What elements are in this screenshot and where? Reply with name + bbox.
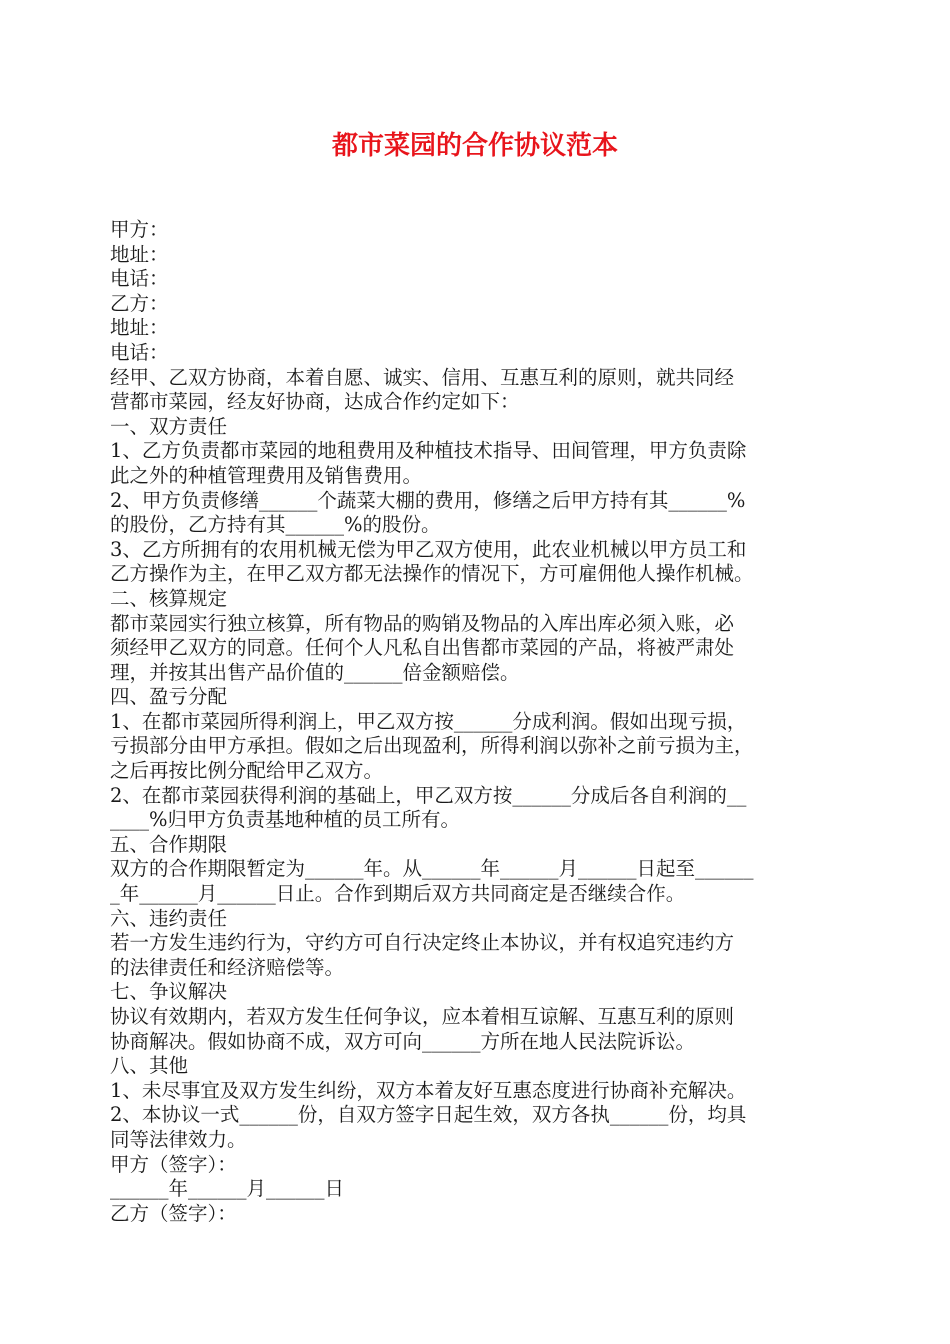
text-line: 亏损部分由甲方承担。假如之后出现盈利，所得利润以弥补之前亏损为主， xyxy=(110,734,754,758)
text-line: 八、其他 xyxy=(110,1054,189,1078)
text-line: ____%归甲方负责基地种植的员工所有。 xyxy=(110,808,461,832)
text-line: 六、违约责任 xyxy=(110,906,228,930)
text-line: 乙方操作为主，在甲乙双方都无法操作的情况下，方可雇佣他人操作机械。 xyxy=(110,562,754,586)
text-line: 的股份，乙方持有其______%的股份。 xyxy=(110,513,441,537)
text-line: 乙方（签字）： xyxy=(110,1201,237,1225)
text-line: 二、核算规定 xyxy=(110,586,228,610)
text-line: 都市菜园实行独立核算，所有物品的购销及物品的入库出库必须入账，必 xyxy=(110,611,735,635)
document-body xyxy=(110,218,860,1226)
text-line: 之后再按比例分配给甲乙双方。 xyxy=(110,759,384,783)
text-line: 一、双方责任 xyxy=(110,414,228,438)
text-line: 经甲、乙双方协商，本着自愿、诚实、信用、互惠互利的原则，就共同经 xyxy=(110,365,735,389)
text-line: 此之外的种植管理费用及销售费用。 xyxy=(110,463,423,487)
text-line: ______年______月______日 xyxy=(110,1177,345,1201)
text-line: 地址： xyxy=(110,316,169,340)
text-line: 1、在都市菜园所得利润上，甲乙双方按______分成利润。假如出现亏损， xyxy=(110,709,747,733)
text-line: 2、本协议一式______份，自双方签字日起生效，双方各执______份，均具 xyxy=(110,1103,747,1127)
text-line: 双方的合作期限暂定为______年。从______年______月______日起至______ xyxy=(110,857,754,881)
text-line: 七、争议解决 xyxy=(110,980,228,1004)
text-line: 协商解决。假如协商不成，双方可向______方所在地人民法院诉讼。 xyxy=(110,1029,696,1053)
text-line: 协议有效期内，若双方发生任何争议，应本着相互谅解、互惠互利的原则 xyxy=(110,1005,735,1028)
text-line: 四、盈亏分配 xyxy=(110,685,228,709)
text-line: 1、乙方负责都市菜园的地租费用及种植技术指导、田间管理，甲方负责除 xyxy=(110,439,747,463)
text-line: 甲方： xyxy=(110,218,169,241)
text-line: 乙方： xyxy=(110,291,169,315)
text-line: 2、在都市菜园获得利润的基础上，甲乙双方按______分成后各自利润的__ xyxy=(110,783,747,807)
text-line: 若一方发生违约行为，守约方可自行决定终止本协议，并有权追究违约方 xyxy=(110,931,735,955)
text-line: 同等法律效力。 xyxy=(110,1127,247,1151)
text-line: 电话： xyxy=(110,340,169,364)
text-line: 地址： xyxy=(110,242,169,266)
document-title: 都市菜园的合作协议范本 xyxy=(331,131,618,161)
text-line: 五、合作期限 xyxy=(110,832,228,856)
text-line: 2、甲方负责修缮______个蔬菜大棚的费用，修缮之后甲方持有其______% xyxy=(110,488,746,512)
text-line: 的法律责任和经济赔偿等。 xyxy=(110,955,345,979)
text-line: 须经甲乙双方的同意。任何个人凡私自出售都市菜园的产品，将被严肃处 xyxy=(110,636,735,660)
text-line: _年______月______日止。合作到期后双方共同商定是否继续合作。 xyxy=(110,882,686,906)
text-line: 甲方（签字）： xyxy=(110,1152,237,1176)
text-line: 营都市菜园，经友好协商，达成合作约定如下： xyxy=(110,390,520,414)
text-line: 电话： xyxy=(110,267,169,291)
text-line: 1、未尽事宜及双方发生纠纷，双方本着友好互惠态度进行协商补充解决。 xyxy=(110,1078,747,1102)
text-line: 3、乙方所拥有的农用机械无偿为甲乙双方使用，此农业机械以甲方员工和 xyxy=(110,537,747,561)
text-line: 理，并按其出售产品价值的______倍金额赔偿。 xyxy=(110,660,520,684)
